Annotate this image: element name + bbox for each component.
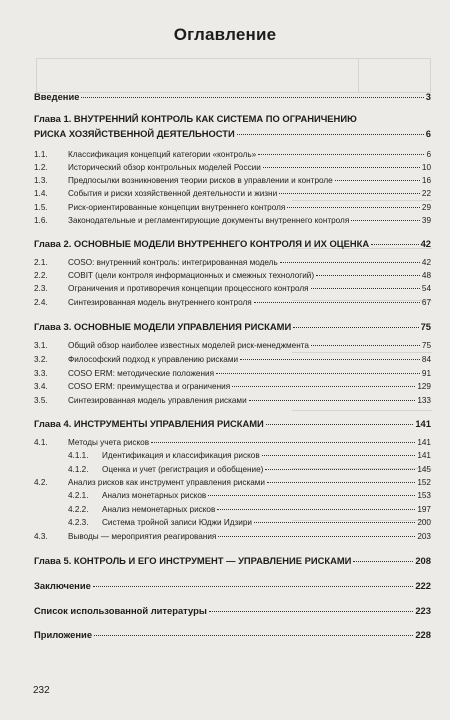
toc-entry[interactable] [34,298,431,307]
toc-entry-page: 208 [415,555,431,566]
toc-entry-number: 3.3. [34,369,48,378]
toc-entry[interactable] [34,321,431,332]
toc-entry-title: Глава 4. ИНСТРУМЕНТЫ УПРАВЛЕНИЯ РИСКАМИ [34,418,264,429]
toc-entry-number: 1.4. [34,189,48,198]
toc-leader-dots [351,220,420,221]
toc-entry[interactable] [34,438,431,447]
toc-entry-page: 6 [425,128,431,139]
toc-leader-dots [267,482,415,483]
toc-entry[interactable] [34,518,431,527]
toc-leader-dots [280,262,420,263]
toc-leader-dots [249,400,416,401]
toc-entry[interactable] [34,465,431,474]
toc-entry[interactable] [34,605,431,616]
toc-entry-title: Риск-ориентированные концепции внутреннего контроля [68,203,286,212]
toc-entry-number: 3.4. [34,382,48,391]
toc-entry[interactable] [34,216,431,225]
toc-entry-title: Приложение [34,629,93,640]
toc-entry[interactable] [34,91,431,102]
page-title: Оглавление [173,25,277,44]
toc-leader-dots [262,455,416,456]
toc-entry-page: 129 [417,382,431,391]
toc-entry-title: Введение [34,91,80,102]
toc-entry[interactable] [34,396,431,405]
toc-entry-number: 1.6. [34,216,48,225]
toc-entry[interactable] [34,555,431,566]
toc-entry-page: 153 [417,491,431,500]
toc-entry-page: 84 [421,355,431,364]
toc-entry-page: 152 [417,478,431,487]
toc-entry-page: 75 [421,341,431,350]
toc-entry-number: 1.1. [34,150,48,159]
toc-entry-page: 203 [417,532,431,541]
toc-entry-page: 222 [415,580,431,591]
toc-leader-dots [254,522,415,523]
toc-entry-title: РИСКА ХОЗЯЙСТВЕННОЙ ДЕЯТЕЛЬНОСТИ [34,128,235,139]
toc-entry-page: 200 [417,518,431,527]
toc-entry-number: 1.2. [34,163,48,172]
toc-leader-dots [263,167,420,168]
toc-entry[interactable] [34,629,431,640]
toc-entry-title: Законодательные и регламентирующие документы внутреннего контроля [68,216,350,225]
toc-entry-title: Анализ рисков как инструмент управления рисками [68,478,265,487]
toc-entry-page: 141 [415,418,431,429]
toc-entry-title: Система тройной записи Юджи Идзири [102,518,252,527]
toc-entry[interactable] [34,341,431,350]
toc-entry-title: Выводы — мероприятия реагирования [68,532,217,541]
toc-entry-title: Глава 2. ОСНОВНЫЕ МОДЕЛИ ВНУТРЕННЕГО КОНТРОЛЯ И ИХ ОЦЕНКА [34,238,370,249]
toc-entry[interactable] [34,451,431,460]
toc-entry-page: 39 [421,216,431,225]
toc-entry-title: Идентификация и классификация рисков [102,451,260,460]
toc-entry[interactable] [34,163,431,172]
toc-leader-dots [218,536,415,537]
page-number: 232 [33,685,50,696]
toc-leader-dots [266,424,414,425]
toc-entry-title: Синтезированная модель управления рисками [68,396,247,405]
toc-entry-title: Оценка и учет (регистрация и обобщение) [102,465,264,474]
toc-leader-dots [217,509,415,510]
toc-entry-number: 2.4. [34,298,48,307]
toc-leader-dots [94,635,413,636]
toc-entry-title: Список использованной литературы [34,605,207,616]
toc-entry-title: Предпосылки возникновения теории рисков в управлении и контроле [68,176,333,185]
toc-leader-dots [254,302,420,303]
toc-entry-page: 22 [421,189,431,198]
toc-leader-dots [293,327,418,328]
toc-entry-title: Классификация концепций категории «контроль» [68,150,257,159]
toc-entry-title: Общий обзор наиболее известных моделей риск-менеджмента [68,341,309,350]
toc-entry-title: Исторический обзор контрольных моделей России [68,163,261,172]
toc-entry[interactable] [34,238,431,249]
toc-leader-dots [371,244,418,245]
toc-entry[interactable] [34,491,431,500]
toc-entry[interactable] [34,355,431,364]
toc-entry-number: 1.5. [34,203,48,212]
toc-leader-dots [287,207,420,208]
toc-entry[interactable] [34,128,431,139]
toc-leader-dots [353,561,413,562]
toc-entry-title: COBIT (цели контроля информационных и смежных технологий) [68,271,315,280]
toc-leader-dots [216,373,420,374]
toc-entry-title: События и риски хозяйственной деятельности и жизни [68,189,278,198]
toc-entry-title: Анализ монетарных рисков [102,491,207,500]
toc-entry-number: 1.3. [34,176,48,185]
toc-entry-page: 141 [417,451,431,460]
toc-entry-number: 4.3. [34,532,48,541]
toc-entry-number: 2.1. [34,258,48,267]
toc-entry-title: Заключение [34,580,91,591]
toc-entry[interactable] [34,369,431,378]
toc-entry[interactable] [34,418,431,429]
toc-entry-page: 54 [421,284,431,293]
toc-entry-number: 4.2.1. [68,491,89,500]
toc-entry-page: 133 [417,396,431,405]
toc-entry-title: Ограничения и противоречия концепции процессного контроля [68,284,309,293]
toc-entry-number: 4.2.3. [68,518,89,527]
toc-entry-page: 223 [415,605,431,616]
toc-entry-page: 197 [417,505,431,514]
toc-entry-number: 2.2. [34,271,48,280]
toc-entry-page: 42 [420,238,431,249]
toc-leader-dots [208,495,415,496]
toc-entry-number: 4.1. [34,438,48,447]
toc-entry-page: 6 [426,150,431,159]
toc-entry-page: 141 [417,438,431,447]
toc-entry-page: 48 [421,271,431,280]
toc-leader-dots [265,469,415,470]
toc-entry[interactable] [34,203,431,212]
toc-leader-dots [316,275,420,276]
toc-entry-title: COSO ERM: преимущества и ограничения [68,382,231,391]
toc-entry-title: Философский подход к управлению рисками [68,355,239,364]
toc-leader-dots [279,193,420,194]
toc-entry-page: 91 [421,369,431,378]
toc-entry-number: 2.3. [34,284,48,293]
toc-entry-page: 145 [417,465,431,474]
toc-leader-dots [311,345,420,346]
toc-leader-dots [311,288,420,289]
toc-entry-page: 3 [425,91,431,102]
toc-entry-page: 67 [421,298,431,307]
toc-entry-page: 10 [421,163,431,172]
toc-entry-title: Глава 1. ВНУТРЕННИЙ КОНТРОЛЬ КАК СИСТЕМА ПО ОГРАНИЧЕНИЮ [34,113,357,124]
toc-entry[interactable] [34,271,431,280]
toc-entry-title: COSO: внутренний контроль: интегрированная модель [68,258,278,267]
toc-entry-title: Синтезированная модель внутреннего контроля [68,298,252,307]
toc-entry-number: 3.2. [34,355,48,364]
toc-entry-number: 4.2.2. [68,505,89,514]
toc-entry-title: COSO ERM: методические положения [68,369,215,378]
toc-entry[interactable] [34,113,431,124]
toc-entry-title: Глава 3. ОСНОВНЫЕ МОДЕЛИ УПРАВЛЕНИЯ РИСКАМИ [34,321,292,332]
toc-entry[interactable] [34,189,431,198]
toc-entry[interactable] [34,258,431,267]
toc-entry-page: 29 [421,203,431,212]
toc-entry[interactable] [34,176,431,185]
toc-leader-dots [237,134,424,135]
toc-entry-title: Глава 5. КОНТРОЛЬ И ЕГО ИНСТРУМЕНТ — УПРАВЛЕНИЕ РИСКАМИ [34,555,352,566]
toc-leader-dots [209,611,414,612]
toc-entry-page: 16 [421,176,431,185]
toc-entry-number: 3.1. [34,341,48,350]
toc-leader-dots [232,386,415,387]
toc-entry[interactable] [34,150,431,159]
toc-leader-dots [81,97,423,98]
toc-entry-number: 3.5. [34,396,48,405]
toc-leader-dots [240,359,420,360]
toc-entry[interactable] [34,505,431,514]
toc-entry-page: 75 [420,321,431,332]
toc-entry[interactable] [34,478,431,487]
toc-entry-title: Методы учета рисков [68,438,150,447]
toc-leader-dots [93,586,414,587]
toc-entry-number: 4.2. [34,478,48,487]
toc-entry[interactable] [34,382,431,391]
toc-entry-page: 228 [415,629,431,640]
toc-leader-dots [151,442,415,443]
toc-entry-number: 4.1.2. [68,465,89,474]
toc-entry-number: 4.1.1. [68,451,89,460]
toc-leader-dots [335,180,420,181]
toc-leader-dots [258,154,424,155]
toc-entry-title: Анализ немонетарных рисков [102,505,216,514]
toc-entry[interactable] [34,532,431,541]
toc-entry[interactable] [34,580,431,591]
toc-entry-page: 42 [421,258,431,267]
toc-entry[interactable] [34,284,431,293]
